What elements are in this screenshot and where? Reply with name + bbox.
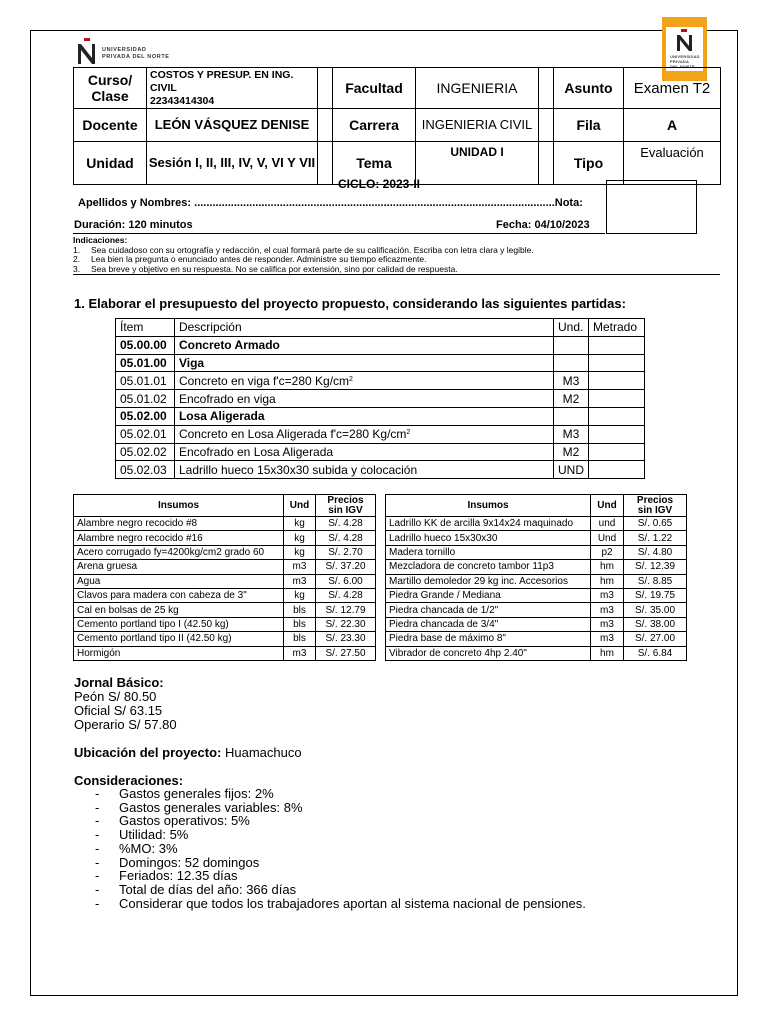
curso-line2: CIVIL	[150, 81, 177, 94]
precios-header: Precios sin IGV	[316, 495, 376, 517]
table-row: Piedra Grande / Mediana m3 S/. 19.75	[386, 588, 687, 602]
list-item: - Gastos generales fijos: 2%	[95, 786, 274, 801]
spacer-cell	[539, 109, 554, 142]
jornal-operario: Operario S/ 57.80	[74, 717, 177, 732]
spacer-cell	[539, 142, 554, 185]
indicacion-item: 2. Lea bien la pregunta o enunciado antes de responder. Administre su tiempo eficazmente.	[73, 254, 427, 265]
list-item: - Total de días del año: 366 días	[95, 881, 297, 897]
table-row: Piedra chancada de 1/2" m3 S/. 35.00	[386, 603, 687, 617]
divider	[73, 233, 605, 234]
asunto-value: Examen T2	[624, 68, 721, 109]
table-row: 05.00.00 Concreto Armado	[116, 336, 645, 354]
spacer-cell	[318, 68, 333, 109]
table-row: Cemento portland tipo I (42.50 kg) bls S/. 22.30	[74, 617, 376, 631]
table-row: Arena gruesa m3 S/. 37.20	[74, 560, 376, 574]
logo-name-line2: PRIVADA DEL NORTE	[102, 54, 170, 60]
university-logo	[75, 36, 215, 66]
carrera-value: INGENIERIA CIVIL	[416, 109, 539, 142]
precios-header: Precios sin IGV	[624, 495, 687, 517]
table-row: Martillo demoledor 29 kg inc. Accesorios hm S/. 8.85	[386, 574, 687, 588]
table-row: 05.02.02 Encofrado en Losa Aligerada M2	[116, 443, 645, 461]
indicacion-item: 1. Sea cuidadoso con su ortografía y redacción, el cual formará parte de su calificación. Escriba con letra clara y legible.	[73, 244, 534, 255]
question-title: 1. Elaborar el presupuesto del proyecto propuesto, considerando las siguientes partidas:	[74, 296, 626, 311]
table-row: Ladrillo KK de arcilla 9x14x24 maquinado und S/. 0.65	[386, 517, 687, 531]
divider	[73, 274, 720, 275]
superscript: 2	[349, 375, 353, 383]
insumos-table-left	[73, 494, 376, 661]
curso-line3: 22343414304	[150, 94, 215, 107]
course-header-table	[73, 67, 721, 185]
list-item: - Gastos generales variables: 8%	[95, 799, 303, 815]
table-row: Cal en bolsas de 25 kg bls S/. 12.79	[74, 603, 376, 617]
table-row: Piedra chancada de 3/4" m3 S/. 38.00	[386, 617, 687, 631]
insumos-header: Insumos	[74, 495, 284, 517]
logo-name-line1: UNIVERSIDAD	[102, 47, 147, 53]
table-row: Vibrador de concreto 4hp 2.40" hm S/. 6.84	[386, 646, 687, 660]
table-row: Alambre negro recocido #16 kg S/. 4.28	[74, 531, 376, 545]
tema-value: UNIDAD I	[416, 142, 539, 185]
brand-n-icon	[666, 27, 703, 53]
items-header-item: Ítem	[116, 319, 175, 337]
indicacion-item: 3. Sea breve y objetivo en su respuesta. No se califica por extensión, sino por calidad de respuesta.	[73, 263, 458, 274]
table-row: Mezcladora de concreto tambor 11p3 hm S/. 12.39	[386, 560, 687, 574]
fecha: Fecha: 04/10/2023	[496, 219, 590, 231]
grade-box	[606, 180, 697, 234]
jornal-peon: Peón S/ 80.50	[74, 689, 157, 704]
consideraciones-title: Consideraciones:	[74, 773, 184, 788]
asunto-label: Asunto	[554, 68, 624, 109]
curso-line1: COSTOS Y PRESUP. EN ING.	[150, 68, 294, 81]
tipo-value: Evaluación	[624, 142, 721, 185]
docente-value: LEÓN VÁSQUEZ DENISE	[147, 109, 318, 142]
table-row: 05.02.00 Losa Aligerada	[116, 407, 645, 425]
brand-line3: DEL NORTE	[670, 64, 695, 69]
curso-value	[147, 68, 318, 109]
apellidos-field: Apellidos y Nombres: ......................................................................................................................Nota:	[78, 197, 583, 209]
facultad-label: Facultad	[333, 68, 416, 109]
list-item: - Gastos operativos: 5%	[95, 813, 250, 829]
spacer-cell	[318, 109, 333, 142]
table-row: 05.01.01 Concreto en viga f'c=280 $Kg/cm^2$ M3	[116, 372, 645, 390]
superscript: 2	[406, 429, 411, 437]
logo-n-icon	[75, 36, 99, 66]
table-row: Alambre negro recocido #8 kg S/. 4.28	[74, 517, 376, 531]
items-header-desc: Descripción	[174, 319, 553, 337]
brand-line1: UNIVERSIDAD	[670, 54, 700, 59]
facultad-value: INGENIERIA	[416, 68, 539, 109]
brand-line2: PRIVADA	[670, 59, 690, 64]
fila-label: Fila	[554, 109, 624, 142]
table-row: Cemento portland tipo II (42.50 kg) bls S/. 23.30	[74, 632, 376, 646]
docente-label: Docente	[74, 109, 147, 142]
list-item: - %MO: 3%	[95, 840, 178, 856]
table-row: 05.01.00 Viga	[116, 354, 645, 372]
unidad-label: Unidad	[74, 142, 147, 185]
fila-value: A	[624, 109, 721, 142]
table-row: Acero corrugado fy=4200kg/cm2 grado 60 kg S/. 2.70	[74, 545, 376, 559]
table-row: Clavos para madera con cabeza de 3" kg S/. 4.28	[74, 588, 376, 602]
table-row: 05.01.02 Encofrado en viga M2	[116, 390, 645, 408]
unidad-value: Sesión I, II, III, IV, V, VI Y VII	[147, 142, 318, 185]
carrera-label: Carrera	[333, 109, 416, 142]
jornal-title: Jornal Básico:	[74, 675, 164, 690]
list-item: - Feriados: 12.35 días	[95, 868, 238, 884]
insumos-table-right	[385, 494, 687, 661]
table-row: 05.02.01 Concreto en Losa Aligerada f'c=280 $Kg/cm^2$ M3	[116, 425, 645, 443]
list-item: - Domingos: 52 domingos	[95, 854, 260, 870]
table-row: Agua m3 S/. 6.00	[74, 574, 376, 588]
items-header-metrado: Metrado	[589, 319, 645, 337]
insumos-header: Insumos	[386, 495, 591, 517]
list-item: - Utilidad: 5%	[95, 827, 189, 843]
und-header: Und	[284, 495, 316, 517]
spacer-cell	[318, 142, 333, 185]
table-row: Ladrillo hueco 15x30x30 Und S/. 1.22	[386, 531, 687, 545]
ciclo: CICLO: 2023-II	[338, 177, 421, 191]
indicaciones-title: Indicaciones:	[73, 235, 128, 245]
table-row: Hormigón m3 S/. 27.50	[74, 646, 376, 660]
list-item: - Considerar que todos los trabajadores aportan al sistema nacional de pensiones.	[95, 895, 586, 911]
duracion: Duración: 120 minutos	[74, 219, 193, 231]
ubicacion: Ubicación del proyecto: Huamachuco	[74, 745, 302, 760]
items-header-und: Und.	[554, 319, 589, 337]
table-row: 05.02.03 Ladrillo hueco 15x30x30 subida y colocación UND	[116, 461, 645, 479]
table-row: Piedra base de máximo 8" m3 S/. 27.00	[386, 632, 687, 646]
tipo-label: Tipo	[554, 142, 624, 185]
und-header: Und	[591, 495, 624, 517]
jornal-oficial: Oficial S/ 63.15	[74, 703, 163, 718]
partidas-table	[115, 318, 645, 479]
table-row: Madera tornillo p2 S/. 4.80	[386, 545, 687, 559]
tema-label: Tema	[333, 142, 416, 185]
curso-label: Curso/ Clase	[74, 68, 147, 109]
spacer-cell	[539, 68, 554, 109]
